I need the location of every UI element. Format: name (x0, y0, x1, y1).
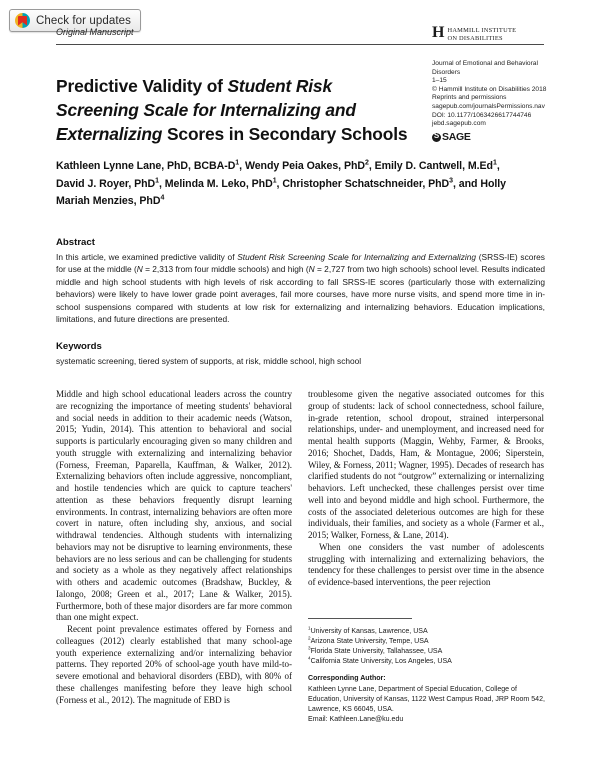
affiliation-item (308, 647, 548, 657)
corresponding-author-address: Kathleen Lynne Lane, Department of Special Education, College of Education, University of Kansas, 1122 West Campus Road, JRP Room 542, Lawrence, KS 66045, USA. (308, 686, 545, 714)
journal-pages: 1–15 (432, 77, 447, 85)
hammill-logo-text (447, 26, 516, 42)
author-affiliation-marker: 1 (272, 176, 277, 184)
author-name: Christopher Schatschneider, PhD (282, 177, 450, 190)
footnote-divider (308, 618, 412, 619)
manuscript-type-label: Original Manuscript (56, 27, 134, 37)
hammill-logo-line1: HAMMILL INSTITUTE (447, 27, 517, 34)
body-paragraph: When one considers the vast number of adolescents struggling with internalizing and externalizing behaviors, the tendency for these challenges to persist over time in the absence of evidence-based interventions, the peer rejection (308, 541, 544, 587)
affiliation-text: Florida State University, Tallahassee, USA (310, 648, 443, 656)
affiliation-marker: 3 (308, 645, 311, 651)
affiliation-item (308, 637, 548, 647)
body-column-right (308, 389, 544, 589)
affiliation-text: California State University, Los Angeles, USA (310, 658, 452, 666)
author-affiliation-marker: 2 (364, 159, 369, 167)
journal-reprints-label: Reprints and permissions (432, 94, 507, 102)
author-affiliation-marker: 1 (155, 176, 159, 184)
author-name: David J. Royer, PhD (56, 177, 156, 190)
journal-homepage-url[interactable]: jebd.sagepub.com (432, 120, 486, 128)
hammill-logo-line2: ON DISABILITIES (447, 34, 503, 42)
journal-metadata-block (432, 60, 552, 142)
affiliation-marker: 4 (308, 655, 311, 661)
affiliation-text: University of Kansas, Lawrence, USA (310, 628, 428, 635)
abstract-italic-run: Student Risk Screening Scale for Internalizing and Externalizing (237, 252, 477, 262)
affiliations-list (308, 627, 548, 667)
affiliation-marker: 2 (308, 635, 311, 641)
author-affiliation-marker: 3 (449, 176, 453, 184)
abstract-italic-run: N (308, 264, 315, 275)
body-paragraph: Middle and high school educational leaders across the country are recognizing the importance of meeting students' behavioral and social needs in addition to their academic needs (Watson, 2015; Yudin, 2014). This attention to behavioral and social supports is particularly encouraging given so many children and youth struggle with externalizing and internalizing behavior (Forness, Freeman, Paparella, Kauffman, & Walker, 2012). Externalizing behaviors often include aggressive, noncompliant, and hostile tendencies which are quick to capture teachers' attention as these behaviors frequently disrupt learning environments. In contrast, internalizing behaviors are often more covert in nature, often including shy, anxious, and social withdrawal tendencies. Although students with internalizing behaviors may not be disruptive to learning environments, these behaviors are no less serious and can be challenging for students and society as a whole as they negatively affect relationships with others and academic outcomes (Bradshaw, Buckley, & Ialongo, 2008; Green et al., 2017; Lane & Walker, 2015). Furthermore, both of these major disorders are far more common than one might expect. (56, 389, 292, 623)
author-name: Wendy Peia Oakes, PhD (244, 160, 365, 172)
body-column-left (56, 389, 292, 706)
abstract-text-run: = 2,313 from four middle schools) and high ( (142, 264, 309, 275)
header-divider (56, 44, 544, 45)
author-list: Kathleen Lynne Lane, PhD, BCBA-$D^1$, Wendy Peia Oakes, PhD$^2$, Emily D. Cantwell, M.Ed$^1$, David J. Royer, PhD$^1$, Melinda M. Leko, PhD$^1$, Christopher Schatschneider, PhD$^3$, and Holly Mariah Menzies, PhD$^4$ (56, 159, 507, 207)
crossmark-icon (15, 13, 30, 28)
title-segment-plain-1: Predictive Validity of (56, 75, 228, 96)
journal-permissions-url[interactable]: sagepub.com/journalsPermissions.nav (432, 102, 545, 110)
journal-doi[interactable]: DOI: 10.1177/1063426617744746 (432, 111, 532, 119)
keywords-section (56, 341, 545, 367)
affiliation-text: Arizona State University, Tempe, USA (310, 638, 429, 646)
body-paragraph: Recent point prevalence estimates offered by Forness and colleagues (2012) clearly established that many school-age youth experience externalizing and/or internalizing behavior patterns. They reported 20% of school-age youth have mild-to-severe emotional and behavioral disorders (EBD), with 80% of these challenges manifesting before they leave high school (Forness et al., 2012). The magnitude of EBD is (56, 624, 292, 705)
author-name: Holly Mariah Menzies, PhD (56, 177, 507, 207)
corresponding-author-heading: Corresponding Author: (308, 675, 386, 682)
sage-logo (432, 130, 552, 143)
corresponding-author-email[interactable]: Email: Kathleen.Lane@ku.edu (308, 716, 404, 724)
corresponding-author-block (308, 674, 550, 725)
abstract-text-run: In this article, we examined predictive validity of (56, 252, 238, 262)
abstract-text-run: (SRSS-IE) scores for use at the middle ( (56, 252, 545, 275)
affiliation-item (308, 627, 548, 637)
abstract-section (56, 237, 545, 325)
abstract-heading: Abstract (56, 237, 95, 248)
sage-wordmark: SAGE (442, 130, 471, 143)
abstract-italic-run: N (136, 264, 143, 275)
author-affiliation-marker: 1 (235, 159, 240, 167)
affiliation-item (308, 657, 548, 667)
title-segment-italic: Student Risk Screening Scale for Internalizing and Externalizing (56, 75, 356, 144)
affiliation-marker: 1 (308, 625, 311, 631)
author-affiliation-marker: 4 (160, 194, 165, 202)
author-name: Kathleen Lynne Lane, PhD, BCBA-D (56, 160, 236, 172)
abstract-text-run: = 2,727 from two high schools) school level. Results indicated middle and high school students with high levels of risk according to fall SRSS-IE scores (particularly those with externalizing behaviors) were likely to have lower grade point averages, fail more courses, have more nurse visits, and spend more time in in-school suspensions compared with students at low risk for externalizing and internalizing behaviors. Education implications, limitations, and future directions are presented. (56, 264, 545, 325)
page-title (56, 74, 408, 146)
sage-mark-icon (432, 133, 441, 142)
author-affiliation-marker: 1 (492, 159, 497, 167)
author-name: Emily D. Cantwell, M.Ed (374, 160, 493, 172)
author-name: Melinda M. Leko, PhD (164, 177, 273, 190)
check-for-updates-label: Check for updates (36, 14, 132, 27)
journal-copyright: © Hammill Institute on Disabilities 2018 (432, 85, 547, 93)
journal-name-line1: Journal of Emotional and Behavioral (432, 60, 538, 67)
keywords-heading: Keywords (56, 341, 102, 352)
body-paragraph: troublesome given the negative associated outcomes for this group of students: lack of school connectedness, school failure, in-grade retention, school dropout, strained interpersonal relationships, under- and unemployment, and increased need for mental health supports (Maggin, Wehby, Farmer, & Brooks, 2016; Shochet, Dadds, Ham, & Montague, 2006; Siperstein, Wiley, & Forness, 2011; Wagner, 1995). Decades of research has clarified students do not “outgrow” externalizing or internalizing behaviors. Left unchecked, these challenges persist over time well into and beyond middle and high school. Furthermore, the costs of the associated deleterious outcomes are high for these individuals, their families, and society as a whole (Farmer et al., 2015; Walker, Forness, & Lane, 2014). (308, 389, 544, 540)
title-segment-plain-2: Scores in Secondary Schools (162, 123, 408, 144)
hammill-institute-logo (432, 26, 516, 42)
abstract-body (56, 251, 545, 325)
hammill-h-glyph: H (432, 24, 445, 41)
keywords-body: systematic screening, tiered system of supports, at risk, middle school, high school (56, 356, 362, 366)
journal-name-line2: Disorders (432, 68, 461, 76)
